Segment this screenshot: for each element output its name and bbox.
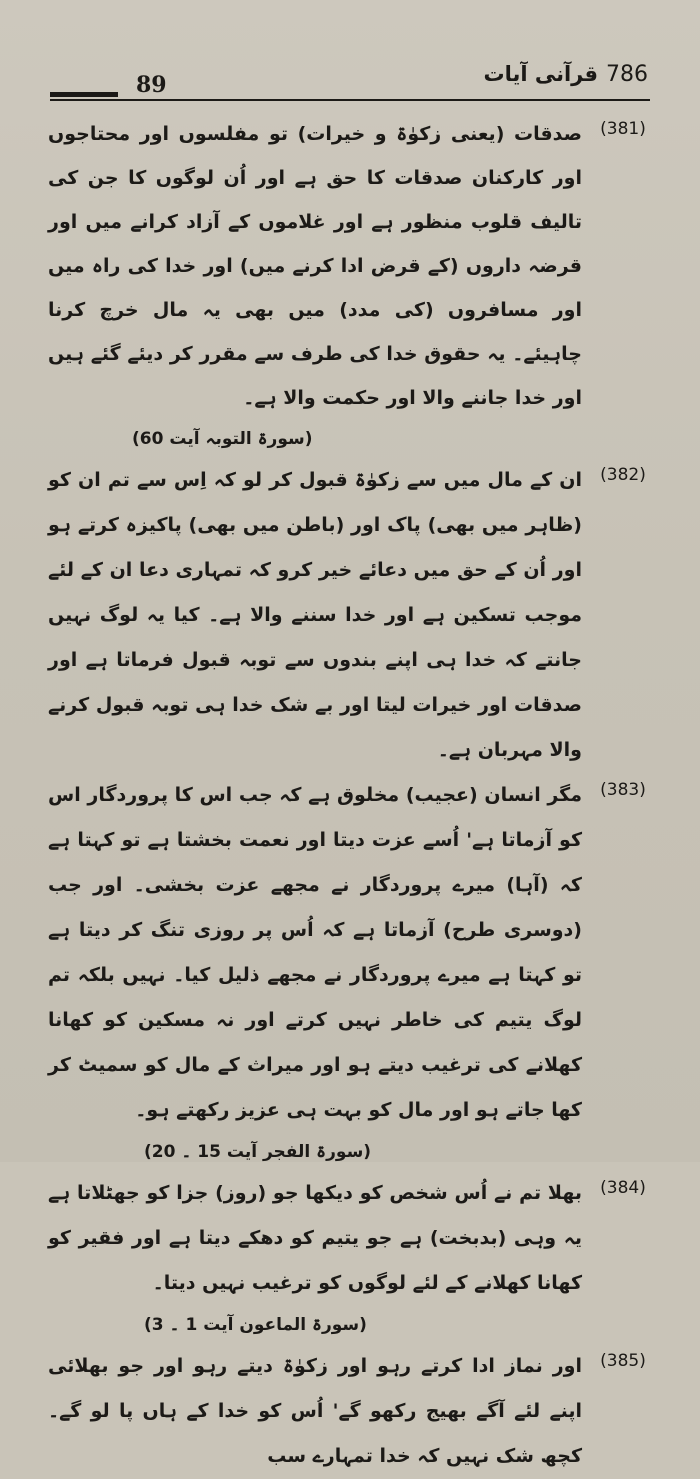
page-number-right: 786 xyxy=(606,62,648,87)
verse-text: صدقات (یعنی زکوٰۃ و خیرات) تو مفلسوں اور محتاجوں اور کارکنان صدقات کا حق ہے اور اُن لوگوں کا جن کی تالیف قلوب منظور ہے اور غلاموں کے آزاد کرانے میں اور قرضہ داروں (کے قرض ادا کرنے میں) اور خدا کی راہ میں اور مسافروں (کی مدد) میں بھی یہ مال خرچ کرنا چاہیئے۔ یہ حقوق خدا کی طرف سے مقرر کر دیئے گئے ہیں اور خدا جاننے والا اور حکمت والا ہے۔ xyxy=(48,123,582,409)
verse-entry xyxy=(48,112,658,420)
running-title: قرآنی آیات xyxy=(483,62,598,86)
verse-entry xyxy=(48,1344,658,1479)
header-rule xyxy=(50,99,650,101)
verse-number: (383) xyxy=(600,780,646,800)
page-content xyxy=(48,112,658,1479)
verse-number: (382) xyxy=(600,465,646,485)
verse-entry xyxy=(48,773,658,1133)
verse-number: (385) xyxy=(600,1351,646,1371)
verse-text: بھلا تم نے اُس شخص کو دیکھا جو (روز) جزا کو جھٹلاتا ہے یہ وہی (بدبخت) ہے جو یتیم کو دھکے دیتا ہے اور فقیر کو کھانا کھلانے کے لئے لوگوں کو ترغیب نہیں دیتا۔ xyxy=(48,1182,582,1294)
verse-entry xyxy=(48,458,658,773)
verse-text: مگر انسان (عجیب) مخلوق ہے کہ جب اس کا پروردگار اس کو آزماتا ہے' اُسے عزت دیتا اور نعمت بخشتا ہے تو کہتا ہے کہ (آہا) میرے پروردگار نے مجھے عزت بخشی۔ اور جب (دوسری طرح) آزماتا ہے کہ اُس پر روزی تنگ کر دیتا ہے تو کہتا ہے میرے پروردگار نے مجھے ذلیل کیا۔ نہیں بلکہ تم لوگ یتیم کی خاطر نہیں کرتے اور نہ مسکین کو کھانا کھلانے کی ترغیب دیتے ہو اور میراث کے مال کو سمیٹ کر کھا جاتے ہو اور مال کو بہت ہی عزیز رکھتے ہو۔ xyxy=(48,784,582,1121)
surah-reference: (سورۃ الماعون آیت 1 ۔ 3) xyxy=(144,1315,367,1335)
verse-text: اور نماز ادا کرتے رہو اور زکوٰۃ دیتے رہو اور جو بھلائی اپنے لئے آگے بھیج رکھو گے' اُس کو خدا کے ہاں پا لو گے۔ کچھ شک نہیں کہ خدا تمہارے سب xyxy=(48,1355,582,1467)
verse-text: ان کے مال میں سے زکوٰۃ قبول کر لو کہ اِس سے تم ان کو (ظاہر میں بھی) پاک اور (باطن میں بھی) پاکیزہ کرتے ہو اور اُن کے حق میں دعائے خیر کرو کہ تمہاری دعا ان کے لئے موجب تسکین ہے اور خدا سننے والا ہے۔ کیا یہ لوگ نہیں جانتے کہ خدا ہی اپنے بندوں سے توبہ قبول فرماتا ہے اور صدقات اور خیرات لیتا اور بے شک خدا ہی توبہ قبول کرنے والا مہربان ہے۔ xyxy=(48,469,582,761)
surah-reference: (سورۃ التوبہ آیت 60) xyxy=(132,429,313,449)
verse-entry xyxy=(48,1171,658,1306)
verse-number: (381) xyxy=(600,119,646,139)
page-header xyxy=(0,0,700,110)
verse-number: (384) xyxy=(600,1178,646,1198)
header-left-bar xyxy=(50,92,118,97)
surah-reference: (سورۃ الفجر آیت 15 ۔ 20) xyxy=(144,1142,372,1162)
page-number-left: 89 xyxy=(136,72,167,98)
